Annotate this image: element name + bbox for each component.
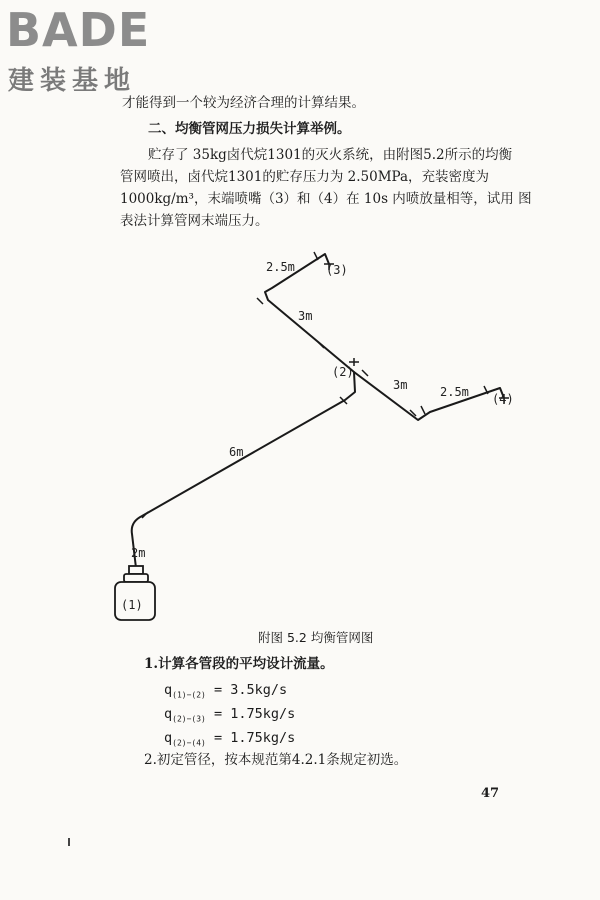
formula-3-subscript: (2)−(4) xyxy=(172,738,206,748)
flow-formula-2 xyxy=(164,706,295,724)
formula-2-symbol: q xyxy=(164,706,173,722)
logo-subtitle-text: 建装基地 xyxy=(8,66,137,96)
label-node-3: (3) xyxy=(326,263,348,277)
formula-3-symbol: q xyxy=(164,730,173,746)
step-1-text: 1.计算各管段的平均设计流量。 xyxy=(144,656,334,672)
label-node-2: (2) xyxy=(332,365,354,379)
label-node-1: (1) xyxy=(121,598,143,612)
pipe-path-main xyxy=(132,254,355,568)
label-3m-b: 3m xyxy=(393,378,408,392)
scan-mark xyxy=(68,838,70,846)
label-2-5m-top: 2.5m xyxy=(266,260,295,274)
label-3m-a: 3m xyxy=(298,309,313,323)
flow-formula-3 xyxy=(164,730,295,748)
formula-1-value: = 3.5kg/s xyxy=(205,682,288,698)
flow-formula-1 xyxy=(164,682,287,700)
paragraph-line-1: 贮存了 35kg卤代烷1301的灭火系统，由附图5.2所示的均衡 xyxy=(148,147,513,163)
formula-3-value: = 1.75kg/s xyxy=(205,730,296,746)
label-2m: 2m xyxy=(131,546,146,560)
formula-2-value: = 1.75kg/s xyxy=(205,706,296,722)
label-6m: 6m xyxy=(229,445,244,459)
paragraph-line-2: 管网喷出，卤代烷1301的贮存压力为 2.50MPa，充装密度为 xyxy=(120,169,490,185)
section-heading: 二、均衡管网压力损失计算举例。 xyxy=(148,121,351,137)
figure-caption: 附图 5.2 均衡管网图 xyxy=(258,630,374,645)
text-line-1: 才能得到一个较为经济合理的计算结果。 xyxy=(122,95,365,111)
label-node-4: (4) xyxy=(492,392,514,406)
formula-1-subscript: (1)−(2) xyxy=(172,690,206,700)
logo-brand-text: BADE xyxy=(6,3,151,57)
page-number: 47 xyxy=(481,786,500,801)
step-2-text: 2.初定管径，按本规范第4.2.1条规定初选。 xyxy=(144,752,408,768)
segment-ticks xyxy=(142,252,488,518)
formula-1-symbol: q xyxy=(164,682,173,698)
formula-2-subscript: (2)−(3) xyxy=(172,714,206,724)
label-2-5m-right: 2.5m xyxy=(440,385,469,399)
pipe-path-branch-4 xyxy=(354,372,504,420)
paragraph-line-4: 表法计算管网末端压力。 xyxy=(120,213,269,229)
paragraph-line-3: 1000kg/m³，末端喷嘴（3）和（4）在 10s 内喷放量相等，试用 图 xyxy=(120,191,532,207)
